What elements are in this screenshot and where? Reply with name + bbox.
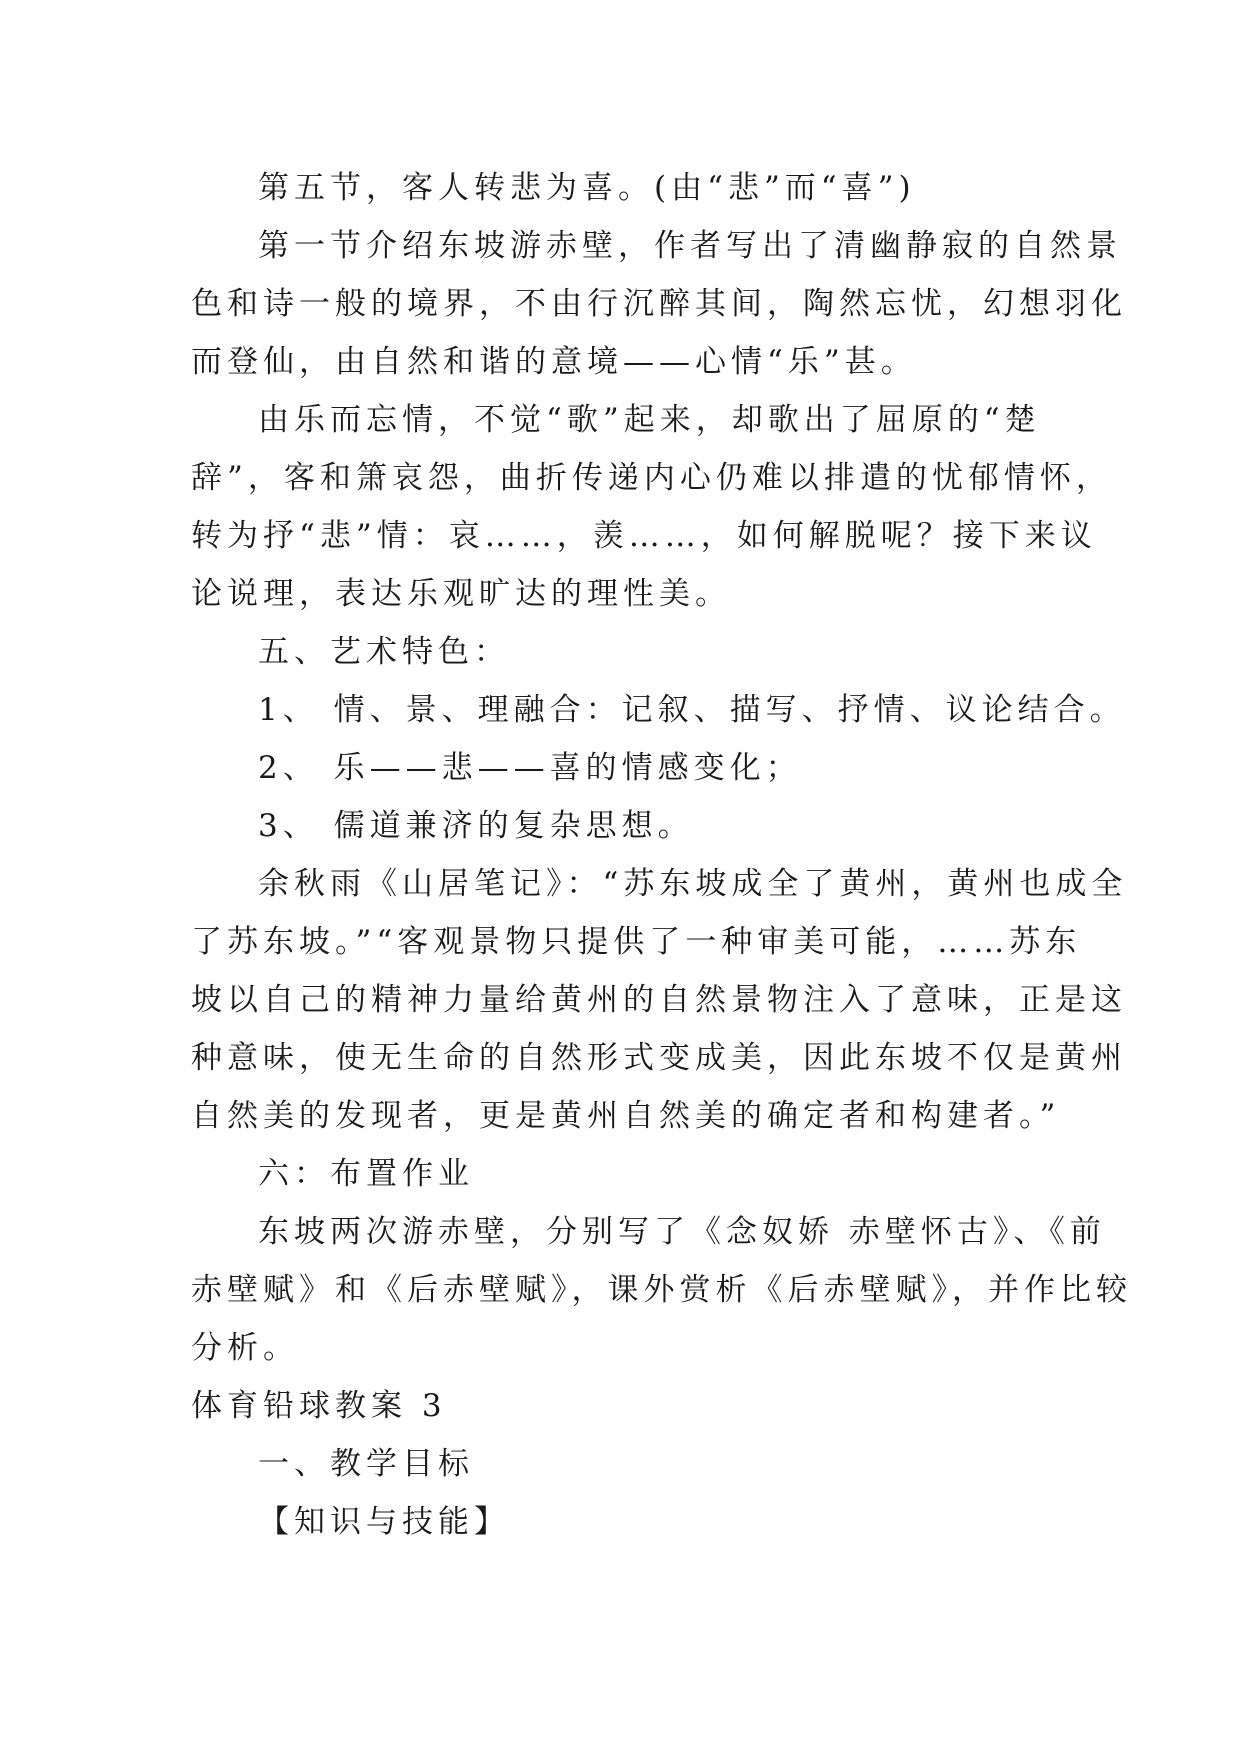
- paragraph-line: 了苏东坡。”“客观景物只提供了一种审美可能，……苏东: [191, 924, 1082, 960]
- paragraph-line: 分析。: [191, 1330, 299, 1366]
- paragraph-line: 而登仙，由自然和谐的意境——心情“乐”甚。: [191, 344, 917, 380]
- list-item: 3、 儒道兼济的复杂思想。: [258, 808, 694, 844]
- list-item: 2、 乐——悲——喜的情感变化；: [258, 750, 802, 786]
- section-heading: 一、教学目标: [258, 1446, 474, 1482]
- paragraph-line: 第一节介绍东坡游赤壁，作者写出了清幽静寂的自然景: [258, 228, 1122, 264]
- list-item: 1、 情、景、理融合：记叙、描写、抒情、议论结合。: [258, 692, 1126, 728]
- paragraph-line: 赤壁赋》和《后赤壁赋》，课外赏析《后赤壁赋》，并作比较: [191, 1272, 1132, 1308]
- paragraph-line: 由乐而忘情，不觉“歌”起来，却歌出了屈原的“楚: [258, 402, 1041, 438]
- paragraph-line: 自然美的发现者，更是黄州自然美的确定者和构建者。”: [191, 1098, 1061, 1134]
- section-heading: 六：布置作业: [258, 1156, 474, 1192]
- paragraph-line: 论说理，表达乐观旷达的理性美。: [191, 576, 731, 612]
- paragraph-line: 第五节，客人转悲为喜。(由“悲”而“喜”): [258, 170, 916, 206]
- paragraph-line: 东坡两次游赤壁，分别写了《念奴娇 赤壁怀古》、《前: [258, 1214, 1106, 1250]
- subsection-heading: 【知识与技能】: [258, 1504, 510, 1540]
- section-heading: 五、艺术特色：: [258, 634, 510, 670]
- paragraph-line: 余秋雨《山居笔记》：“苏东坡成全了黄州，黄州也成全: [258, 866, 1128, 902]
- paragraph-line: 转为抒“悲”情：哀……，羡……，如何解脱呢？接下来议: [191, 518, 1097, 554]
- paragraph-line: 坡以自己的精神力量给黄州的自然景物注入了意味，正是这: [191, 982, 1127, 1018]
- paragraph-line: 色和诗一般的境界，不由行沉醉其间，陶然忘忧，幻想羽化: [191, 286, 1127, 322]
- paragraph-line: 辞”，客和箫哀怨，曲折传递内心仍难以排遣的忧郁情怀，: [191, 460, 1112, 496]
- document-title: 体育铅球教案 3: [191, 1388, 447, 1424]
- paragraph-line: 种意味，使无生命的自然形式变成美，因此东坡不仅是黄州: [191, 1040, 1127, 1076]
